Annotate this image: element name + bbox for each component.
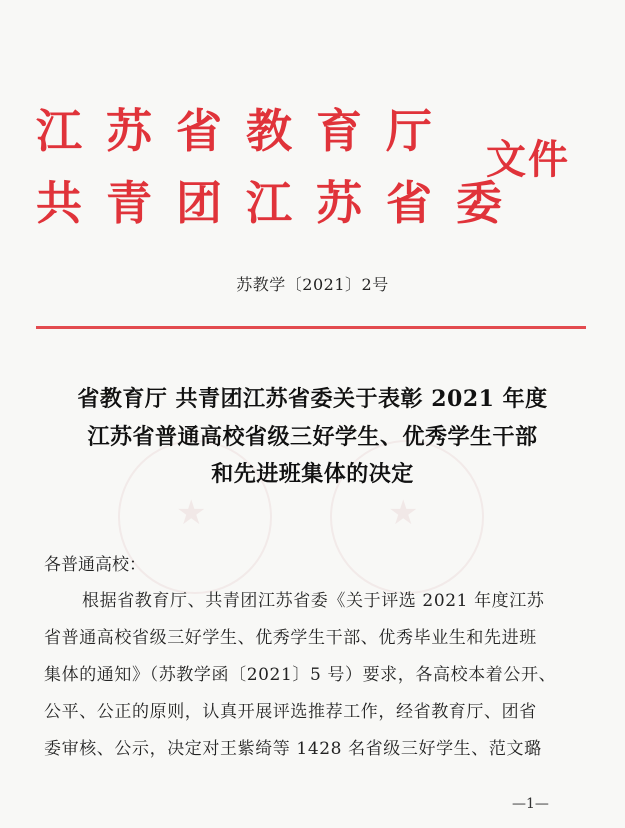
document-number: 苏教学〔2021〕2号 — [236, 275, 389, 294]
body-paragraph-line: 公平、公正的原则，认真开展评选推荐工作，经省教育厅、团省 — [44, 702, 537, 722]
document-word: 文件 — [486, 136, 570, 183]
red-divider — [36, 326, 586, 329]
issuing-org-line-1: 江苏省教育厅 — [36, 104, 456, 158]
seal-star-icon: ★ — [176, 493, 207, 533]
body-paragraph-line: 根据省教育厅、共青团江苏省委《关于评选 2021 年度江苏 — [82, 591, 545, 611]
salutation: 各普通高校： — [44, 555, 146, 575]
document-title-line-3: 和先进班集体的决定 — [211, 461, 414, 487]
body-paragraph-line: 委审核、公示，决定对王紫绮等 1428 名省级三好学生、范文璐 — [44, 739, 542, 759]
page-number: —1— — [512, 796, 549, 812]
seal-star-icon: ★ — [388, 493, 419, 533]
body-paragraph-line: 集体的通知》（苏教学函〔2021〕5 号）要求，各高校本着公开、 — [44, 665, 557, 685]
issuing-org-line-2: 共青团江苏省委 — [36, 176, 526, 230]
document-title-line-2: 江苏省普通高校省级三好学生、优秀学生干部 — [87, 424, 538, 450]
body-paragraph-line: 省普通高校省级三好学生、优秀学生干部、优秀毕业生和先进班 — [44, 628, 537, 648]
document-title-line-1: 省教育厅 共青团江苏省委关于表彰 2021 年度 — [77, 386, 548, 412]
